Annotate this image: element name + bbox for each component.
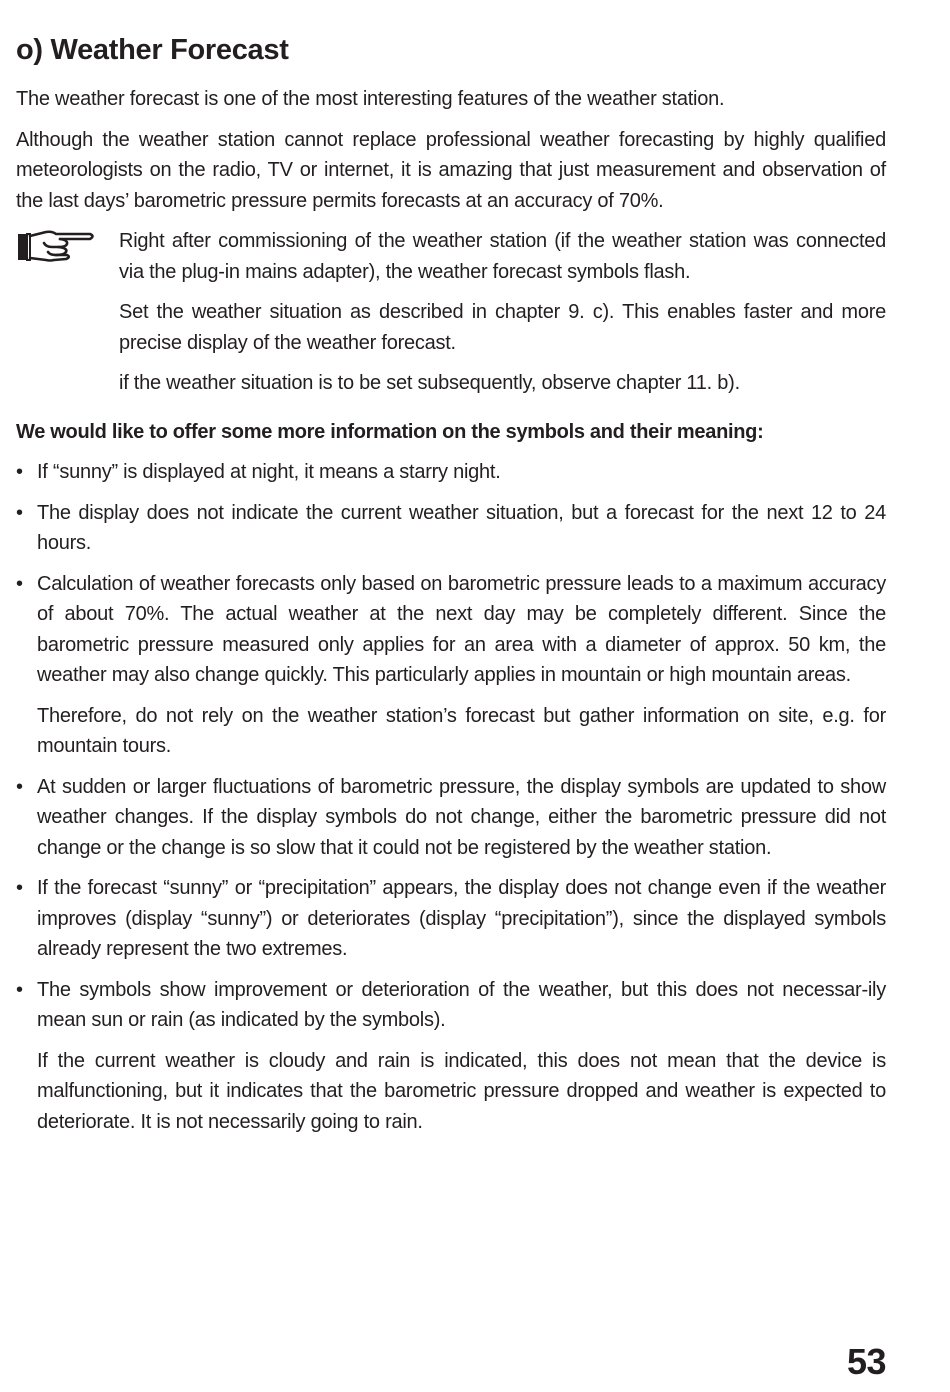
list-item xyxy=(16,498,886,559)
bullet-icon: • xyxy=(16,775,24,798)
document-page xyxy=(16,30,886,1147)
list-item-text: Calculation of weather forecasts only based on barometric pressure leads to a maximum accuracy of about 70%. The actual weather at the next day may be completely different. Since the barometric pressure measured only applies for an area with a diameter of approx. 50 km, the weather may also change quickly. This particularly applies in mountain or high mountain areas. xyxy=(37,572,886,686)
info-list xyxy=(16,457,886,1137)
list-item-extra: Therefore, do not rely on the weather station’s forecast but gather information on site, e.g. for mountain tours. xyxy=(37,704,886,757)
info-heading: We would like to offer some more information on the symbols and their meaning: xyxy=(16,420,764,443)
list-item-text: If the forecast “sunny” or “precipitation” appears, the display does not change even if the weather improves (display “sunny”) or deteriorates (display “precipitation”), since the displayed symbols already represent the two extremes. xyxy=(37,877,886,960)
list-item-text: The display does not indicate the current weather situation, but a forecast for the next 12 to 24 hours. xyxy=(37,501,886,554)
list-item-text: At sudden or larger fluctuations of barometric pressure, the display symbols are updated to show weather changes. If the display symbols do not change, either the barometric pressure did not change or the change is so slow that it could not be registered by the weather station. xyxy=(37,775,886,859)
intro-paragraph: The weather forecast is one of the most interesting features of the weather station. xyxy=(16,88,725,110)
accuracy-paragraph: Although the weather station cannot replace professional weather forecasting by highly qualified meteorologists on the radio, TV or internet, it is amazing that just measurement and observation of the last days’ barometric pressure permits forecasts at an accuracy of 70%. xyxy=(16,128,886,212)
bullet-icon: • xyxy=(16,572,24,595)
bullet-icon: • xyxy=(16,978,24,1001)
bullet-icon: • xyxy=(16,877,24,899)
pointing-hand-icon xyxy=(16,228,96,268)
list-item xyxy=(16,975,886,1138)
note-paragraph: Set the weather situation as described in chapter 9. c). This enables faster and more precise display of the weather forecast. xyxy=(119,301,886,354)
bullet-icon: • xyxy=(16,461,24,483)
list-item xyxy=(16,772,886,864)
note-block xyxy=(16,226,886,399)
page-number: 53 xyxy=(846,1341,886,1382)
list-item xyxy=(16,569,886,762)
list-item xyxy=(16,457,886,488)
note-paragraph: if the weather situation is to be set subsequently, observe chapter 11. b). xyxy=(119,372,740,394)
note-paragraph: Right after commissioning of the weather station (if the weather station was connected via the plug-in mains adapter), the weather forecast symbols flash. xyxy=(119,230,886,283)
bullet-icon: • xyxy=(16,501,24,524)
list-item-text: If “sunny” is displayed at night, it means a starry night. xyxy=(37,461,501,483)
list-item xyxy=(16,873,886,965)
list-item-extra: If the current weather is cloudy and rain is indicated, this does not mean that the device is malfunctioning, but it indicates that the barometric pressure dropped and weather is expected to deteriorate. It is not necessarily going to rain. xyxy=(37,1049,886,1133)
section-title: o) Weather Forecast xyxy=(16,34,289,66)
list-item-text: The symbols show improvement or deterioration of the weather, but this does not necessar-ily mean sun or rain (as indicated by the symbols). xyxy=(37,978,886,1031)
